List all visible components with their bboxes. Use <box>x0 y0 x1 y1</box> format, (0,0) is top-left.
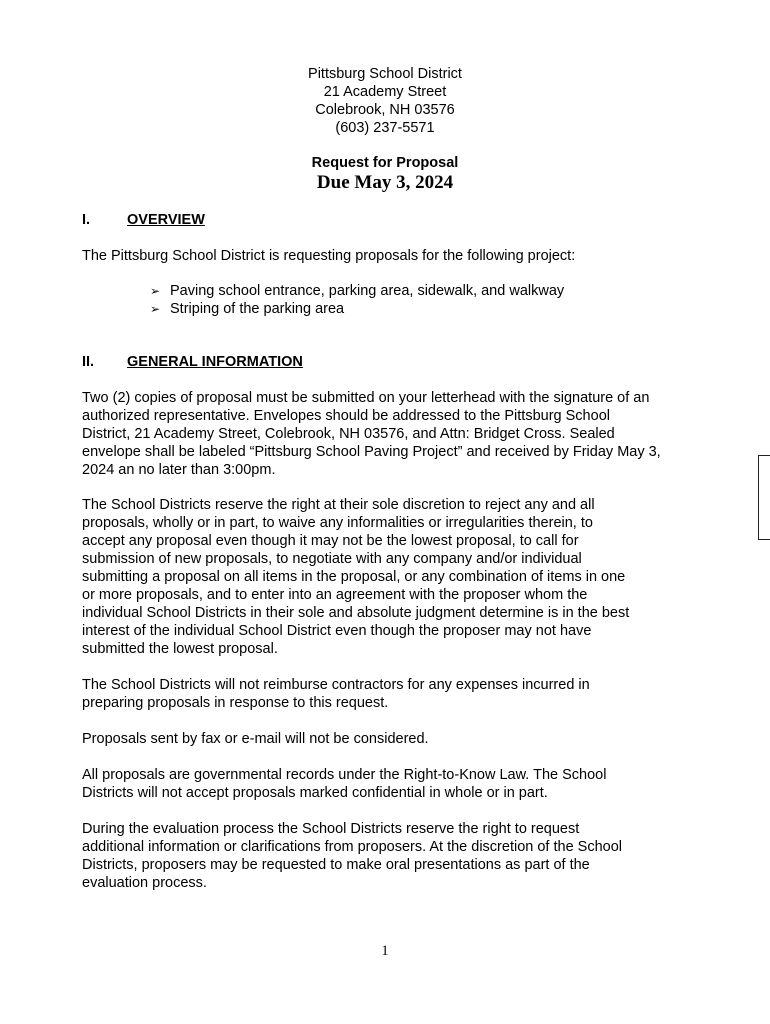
paragraph-line: submission of new proposals, to negotiate with any company and/or individual <box>82 551 582 567</box>
list-item <box>150 300 564 318</box>
paragraph-line: accept any proposal even though it may not be the lowest proposal, to call for <box>82 533 579 549</box>
paragraph-reimbursement <box>82 676 692 712</box>
district-phone: (603) 237-5571 <box>335 120 435 136</box>
paragraph-line: 2024 an no later than 3:00pm. <box>82 462 276 478</box>
paragraph-line: authorized representative. Envelopes should be addressed to the Pittsburg School <box>82 408 610 424</box>
paragraph-line: proposals, wholly or in part, to waive any informalities or irregularities therein, to <box>82 515 593 531</box>
paragraph-line: interest of the individual School District even though the proposer may not have <box>82 623 592 639</box>
district-name: Pittsburg School District <box>308 66 462 82</box>
paragraph-line: Districts, proposers may be requested to make oral presentations as part of the <box>82 857 590 873</box>
paragraph-reserve-rights <box>82 496 692 658</box>
paragraph-line: Districts will not accept proposals marked confidential in whole or in part. <box>82 785 548 801</box>
paragraph-line: Two (2) copies of proposal must be submitted on your letterhead with the signature of an <box>82 390 650 406</box>
paragraph-line: During the evaluation process the School Districts reserve the right to request <box>82 821 580 837</box>
paragraph-line: Proposals sent by fax or e-mail will not be considered. <box>82 731 429 747</box>
paragraph-submission <box>82 389 692 479</box>
paragraph-line: or more proposals, and to enter into an agreement with the proposer whom the <box>82 587 588 603</box>
arrow-bullet-icon: ➢ <box>150 284 161 298</box>
paragraph-line: The School Districts will not reimburse contractors for any expenses incurred in <box>82 677 590 693</box>
paragraph-line: preparing proposals in response to this request. <box>82 695 389 711</box>
paragraph-evaluation <box>82 820 692 892</box>
paragraph-line: individual School Districts in their sole and absolute judgment determine is in the best <box>82 605 630 621</box>
paragraph-line: envelope shall be labeled “Pittsburg School Paving Project” and received by Friday May 3, <box>82 444 661 460</box>
paragraph-public-records <box>82 766 692 802</box>
page-edge-marker <box>758 455 770 540</box>
district-city: Colebrook, NH 03576 <box>315 102 455 118</box>
project-bullet-list <box>150 282 564 318</box>
section-heading-general-information <box>82 353 303 371</box>
paragraph-line: additional information or clarifications from proposers. At the discretion of the School <box>82 839 622 855</box>
list-item <box>150 282 564 300</box>
document-title: Request for Proposal <box>311 155 459 171</box>
page-number: 1 <box>381 943 389 959</box>
paragraph-fax-email <box>82 730 692 748</box>
arrow-bullet-icon: ➢ <box>150 302 161 316</box>
paragraph-line: The School Districts reserve the right at their sole discretion to reject any and all <box>82 497 595 513</box>
section-heading-overview <box>82 211 205 229</box>
district-street: 21 Academy Street <box>323 84 447 100</box>
section-title: OVERVIEW <box>127 212 205 228</box>
paragraph-line: District, 21 Academy Street, Colebrook, NH 03576, and Attn: Bridget Cross. Sealed <box>82 426 615 442</box>
section-number: II. <box>82 354 95 370</box>
paragraph-line: The Pittsburg School District is requesting proposals for the following project: <box>82 248 576 264</box>
paragraph-line: evaluation process. <box>82 875 207 891</box>
list-item-text: Paving school entrance, parking area, sidewalk, and walkway <box>170 283 565 299</box>
paragraph-line: All proposals are governmental records under the Right-to-Know Law. The School <box>82 767 607 783</box>
section-number: I. <box>82 212 91 228</box>
paragraph-line: submitted the lowest proposal. <box>82 641 278 657</box>
overview-intro <box>82 247 692 265</box>
paragraph-line: submitting a proposal on all items in the proposal, or any combination of items in one <box>82 569 626 585</box>
list-item-text: Striping of the parking area <box>170 301 345 317</box>
letterhead <box>0 65 770 137</box>
section-title: GENERAL INFORMATION <box>127 354 303 370</box>
due-date: Due May 3, 2024 <box>316 172 454 193</box>
